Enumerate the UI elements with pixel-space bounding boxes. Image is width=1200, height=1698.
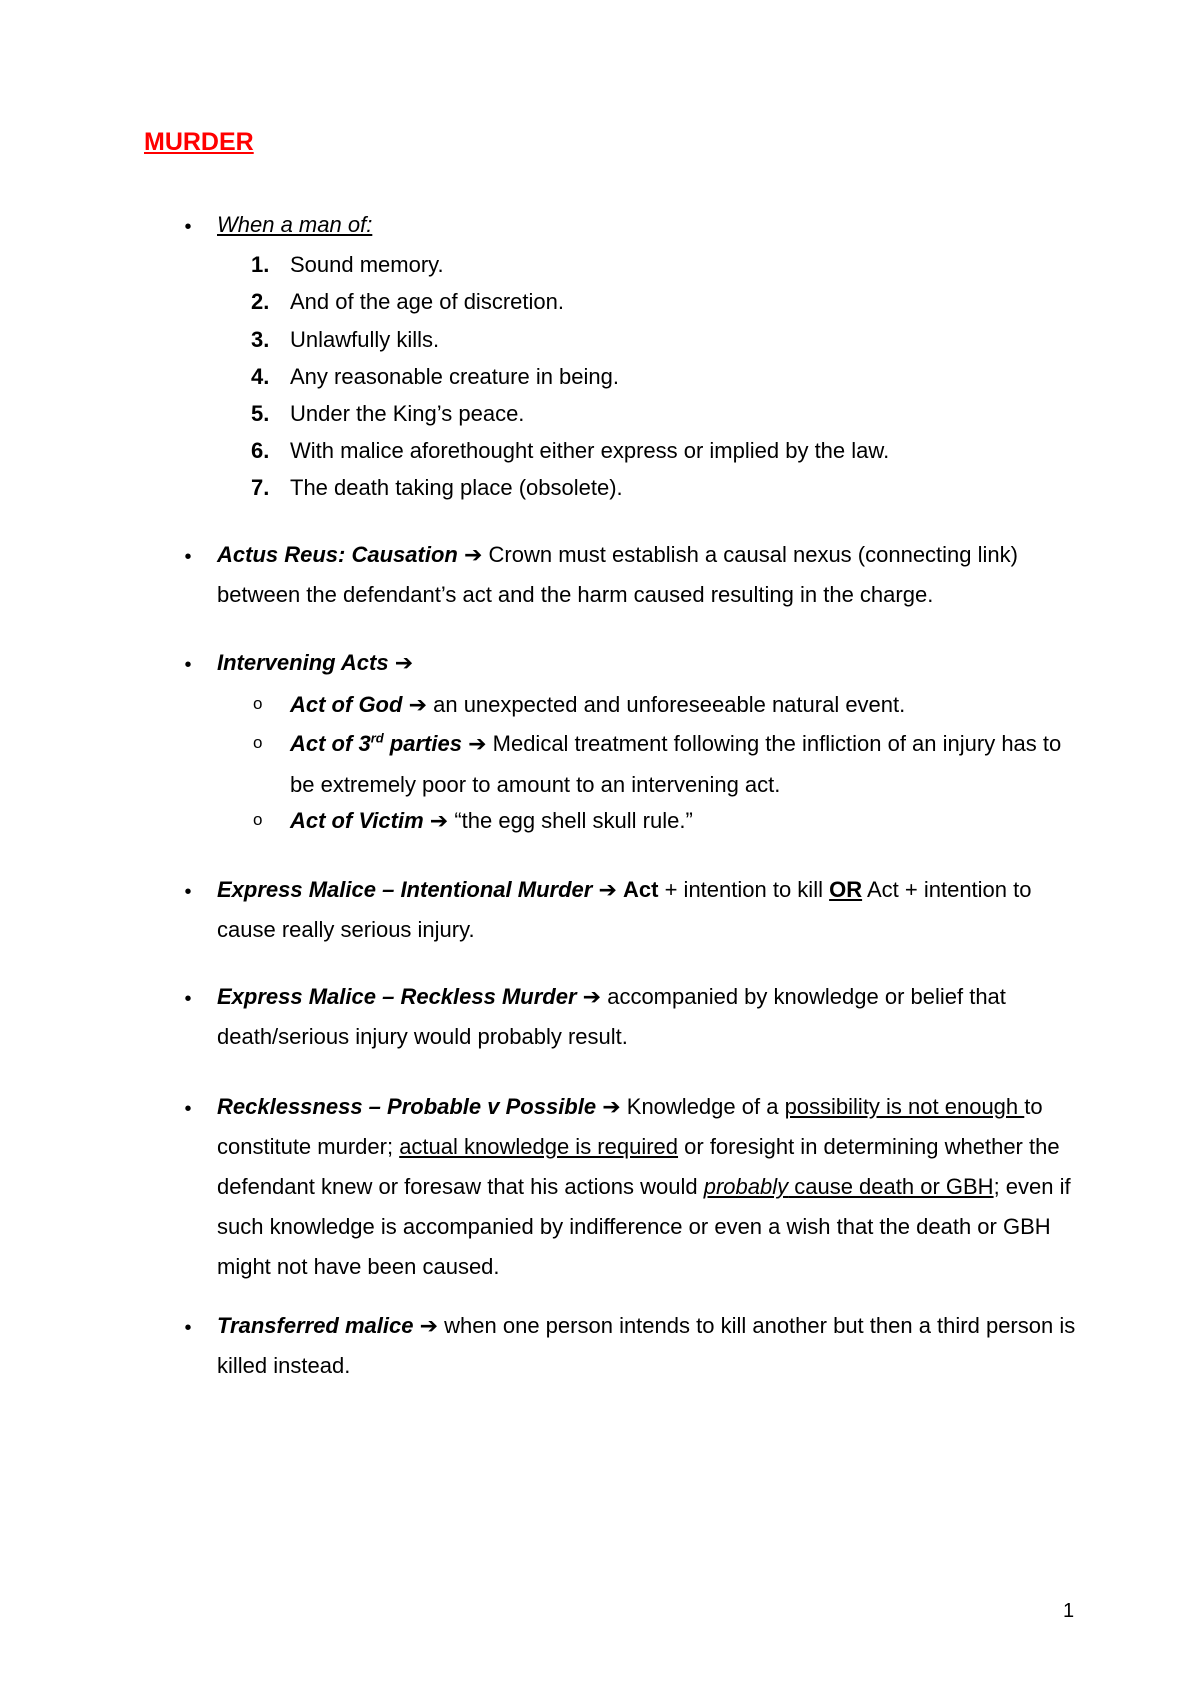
transferred-term: Transferred malice — [217, 1313, 414, 1338]
list-item-text: And of the age of discretion. — [290, 289, 564, 314]
act-label: Act — [623, 877, 659, 902]
page-title: MURDER — [144, 128, 254, 156]
or-label: OR — [829, 877, 863, 902]
arrow-icon: ➔ — [602, 1094, 621, 1119]
transferred-text: when one person intends to kill another but then a third person is killed instead. — [217, 1313, 1076, 1378]
list-item-text: Under the King’s peace. — [290, 401, 525, 426]
list-item-text: Any reasonable creature in being. — [290, 364, 619, 389]
list-item-text: Unlawfully kills. — [290, 327, 440, 352]
bullet-icon: • — [184, 988, 192, 1010]
bullet-icon: • — [184, 881, 192, 903]
arrow-icon: ➔ — [598, 877, 617, 902]
arrow-icon: ➔ — [408, 692, 427, 717]
bullet-icon: • — [184, 1317, 192, 1339]
page-number: 1 — [1063, 1600, 1075, 1622]
list-item-number: 3. — [251, 327, 270, 352]
list-item-number: 1. — [251, 252, 270, 277]
sub-text: an unexpected and unforeseeable natural event. — [427, 692, 906, 717]
circle-bullet-icon: o — [253, 694, 263, 713]
sub-term: Act of 3rd parties — [290, 730, 462, 756]
list-item-number: 6. — [251, 438, 270, 463]
sub-term: Act of God — [290, 692, 403, 717]
circle-bullet-icon: o — [253, 810, 263, 829]
definition-lead: When a man of: — [217, 212, 373, 237]
causation-text: Crown must establish a causal nexus (connecting link) between the defendant’s act and the harm caused resulting in the charge. — [217, 542, 1018, 607]
list-item-text: With malice aforethought either express or implied by the law. — [290, 438, 890, 463]
bullet-icon: • — [184, 1098, 192, 1120]
bullet-icon: • — [184, 546, 192, 568]
express-intentional-term: Express Malice – Intentional Murder — [217, 877, 593, 902]
intervening-term: Intervening Acts — [217, 650, 389, 675]
arrow-icon: ➔ — [468, 731, 487, 756]
arrow-icon: ➔ — [394, 650, 414, 675]
sub-term: Act of Victim — [290, 808, 424, 833]
list-item-text: Sound memory. — [290, 252, 444, 277]
list-item-number: 7. — [251, 475, 270, 500]
list-item-number: 2. — [251, 289, 270, 314]
arrow-icon: ➔ — [419, 1313, 439, 1338]
express-reckless-term: Express Malice – Reckless Murder — [217, 984, 577, 1009]
recklessness-term: Recklessness – Probable v Possible — [217, 1094, 597, 1119]
causation-term: Actus Reus: Causation — [217, 542, 458, 567]
list-item-number: 5. — [251, 401, 270, 426]
express-reckless-text: accompanied by knowledge or belief that death/serious injury would probably result. — [217, 984, 1006, 1049]
circle-bullet-icon: o — [253, 733, 263, 752]
list-item-number: 4. — [251, 364, 270, 389]
arrow-icon: ➔ — [582, 984, 602, 1009]
arrow-icon: ➔ — [429, 808, 449, 833]
arrow-icon: ➔ — [463, 542, 483, 567]
sub-text: “the egg shell skull rule.” — [448, 808, 693, 833]
bullet-icon: • — [184, 654, 192, 676]
bullet-icon: • — [184, 216, 192, 238]
list-item-text: The death taking place (obsolete). — [290, 475, 623, 500]
sub-text: Medical treatment following the infliction of an injury has to be extremely poor to amount to an intervening act. — [290, 731, 1062, 797]
